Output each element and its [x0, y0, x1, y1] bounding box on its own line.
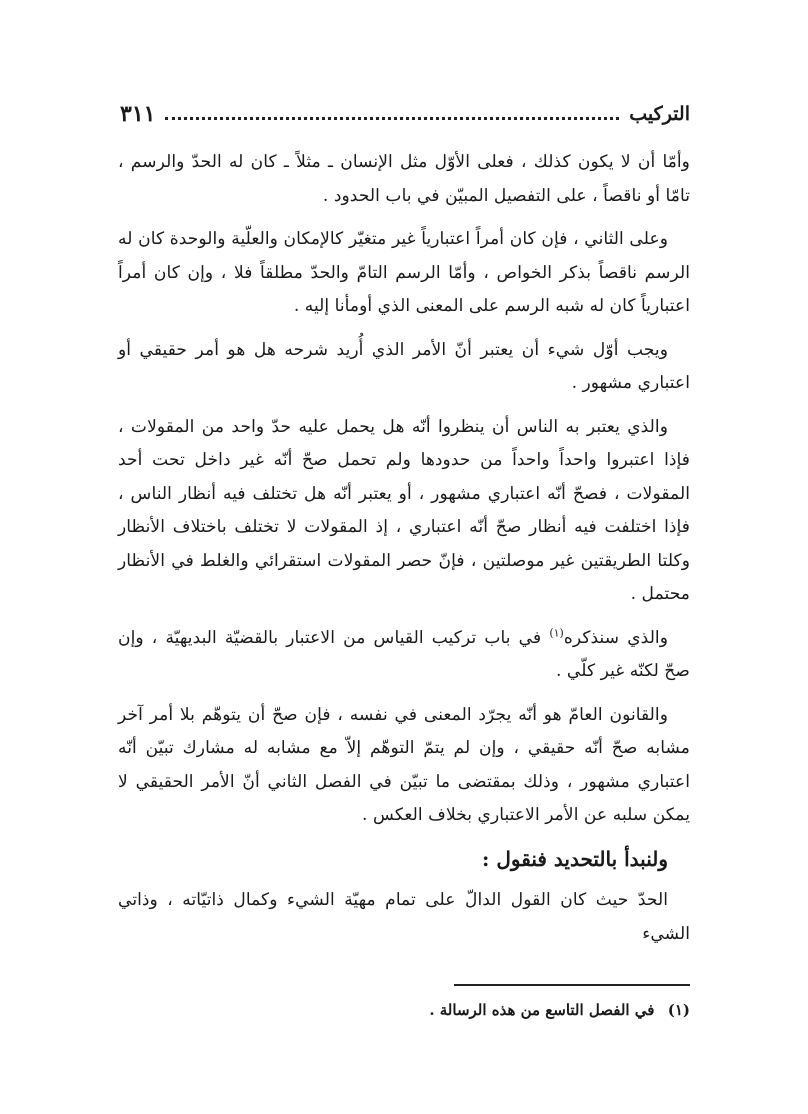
paragraph-start: والذي سنذكره	[563, 627, 669, 648]
paragraph: والقانون العامّ هو أنّه يجرّد المعنى في نفسه ، فإن صحّ أن يتوهّم بلا أمر آخر مشابه صحّ أنّه حقيقي ، وإن لم يتمّ التوهّم إلاّ مع مشابه له مشارك تبيّن أنّه اعتباري مشهور ، وذلك بمقتضى ما تبيّن في الفصل الثاني أنّ الأمر الحقيقي لا يمكن سلبه عن الأمر الاعتباري بخلاف العكس .	[118, 704, 690, 825]
paragraph: ويجب أوّل شيء أن يعتبر أنّ الأمر الذي أُريد شرحه هل هو أمر حقيقي أو اعتباري مشهور .	[118, 339, 690, 393]
footnote-ref-mark[interactable]: (١)	[549, 625, 564, 639]
paragraph: وعلى الثاني ، فإن كان أمراً اعتبارياً غير متغيّر كالإمكان والعلّية والوحدة كان له الرسم ناقصاً بذكر الخواص ، وأمّا الرسم التامّ والحدّ مطلقاً فلا ، وإن كان أمراً اعتبارياً كان له شبه الرسم على المعنى الذي أومأنا إليه .	[118, 229, 690, 316]
paragraph-with-footnote-ref	[118, 622, 690, 689]
paragraph: وأمّا أن لا يكون كذلك ، فعلى الأوّل مثل الإنسان ـ مثلاً ـ كان له الحدّ والرسم ، تامّا أو ناقصاً ، على التفصيل المبيّن في باب الحدود .	[118, 152, 690, 206]
chapter-title: التركيب	[629, 103, 690, 125]
paragraph-end: في باب تركيب القياس من الاعتبار بالقضيّة البديهيّة ، وإن صحّ لكنّه غير كلّي .	[118, 627, 690, 681]
page-number: ٣١١	[120, 101, 156, 127]
paragraph: الحدّ حيث كان القول الدالّ على تمام مهيّة الشيء وكمال ذاتيّاته ، وذاتي الشيء	[118, 890, 690, 944]
body-text	[118, 146, 690, 961]
running-header	[120, 96, 690, 132]
dot-leader	[165, 117, 619, 120]
footnote-text: في الفصل التاسع من هذه الرسالة .	[429, 1001, 655, 1019]
section-heading: ولنبدأ بالتحديد فنقول :	[482, 846, 668, 871]
footnote-number: (١)	[667, 1001, 690, 1019]
footnote	[118, 998, 690, 1022]
paragraph: والذي يعتبر به الناس أن ينظروا أنّه هل يحمل عليه حدّ واحد من المقولات ، فإذا اعتبروا واحداً واحداً من حدودها ولم تحمل صحّ أنّه غير داخل تحت أحد المقولات ، فصحّ أنّه اعتباري مشهور ، أو يعتبر أنّه هل تختلف فيه أنظار الناس ، فإذا اختلفت فيه أنظار صحّ أنّه اعتباري ، إذ المقولات لا تختلف باختلاف الأنظار وكلتا الطريقتين غير موصلتين ، فإنّ حصر المقولات استقرائي والغلط في الأنظار محتمل .	[118, 416, 690, 604]
footnote-divider	[454, 984, 690, 986]
